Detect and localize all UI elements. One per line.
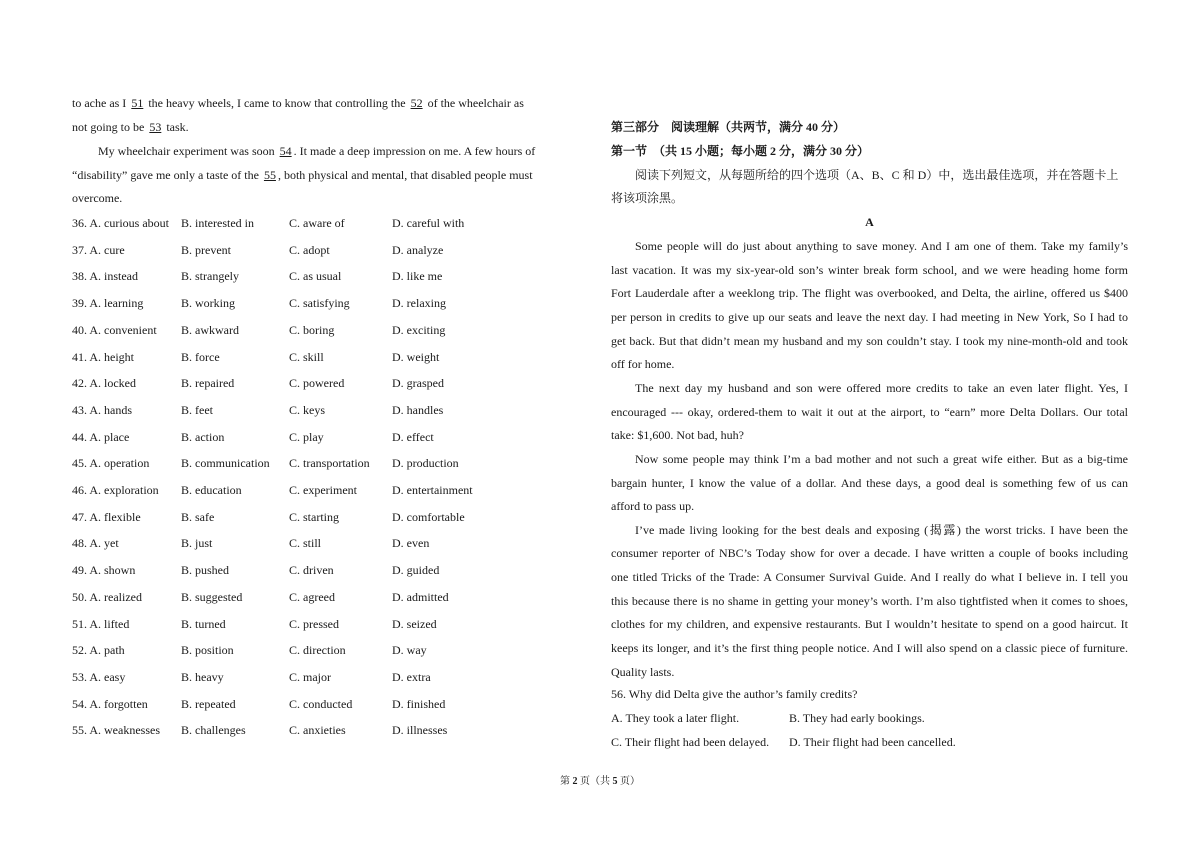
option-c: C. powered — [289, 376, 345, 391]
option-a: 47. A. flexible — [72, 509, 141, 524]
option-d: D. relaxing — [392, 296, 446, 311]
option-c: C. direction — [289, 643, 346, 658]
option-a: 45. A. operation — [72, 456, 150, 471]
passage-line: get back. But that didn’t mean my husband and my son couldn’t stay. I took my nine-month-old and took — [611, 333, 1128, 348]
option-row — [72, 696, 590, 712]
option-row — [72, 349, 590, 365]
option-b: B. strangely — [181, 269, 239, 284]
option-a: 46. A. exploration — [72, 483, 159, 497]
option-row — [72, 616, 590, 632]
option-d: D. handles — [392, 402, 444, 417]
option-row — [72, 215, 590, 231]
instruction-line-1: 阅读下列短文，从每题所给的四个选项（A、B、C 和 D）中，选出最佳选项，并在答题卡上 — [635, 168, 1119, 182]
cloze-line-4: “disability” gave me only a taste of the 55 , both physical and mental, that disabled people must — [72, 168, 533, 182]
blank-51: 51 — [131, 96, 144, 110]
option-row — [72, 669, 590, 685]
option-c: C. skill — [289, 349, 324, 364]
option-row — [72, 429, 590, 445]
option-a: 39. A. learning — [72, 296, 144, 311]
option-a: 52. A. path — [72, 643, 125, 658]
option-c: C. conducted — [289, 696, 353, 711]
option-d: D. seized — [392, 616, 437, 631]
option-d: D. finished — [392, 696, 446, 711]
option-row — [72, 722, 590, 738]
blank-52: 52 — [410, 96, 423, 110]
cloze-line-3: My wheelchair experiment was soon 54 . It made a deep impression on me. A few hours of — [98, 144, 536, 158]
option-d: D. like me — [392, 269, 443, 284]
passage-line: afford to pass up. — [611, 499, 695, 514]
passage-label: A — [865, 215, 874, 229]
page-number: 2 — [572, 776, 578, 787]
option-a: 55. A. weaknesses — [72, 723, 160, 738]
option-b: B. action — [181, 429, 225, 444]
option-d: D. entertainment — [392, 483, 473, 497]
passage-line: Now some people may think I’m a bad mother and not such a great wife either. But as a big-time — [635, 451, 1128, 466]
option-row — [72, 242, 590, 258]
option-a: 43. A. hands — [72, 402, 132, 417]
option-row — [72, 562, 590, 578]
option-d: D. grasped — [392, 376, 444, 391]
option-b: B. heavy — [181, 669, 224, 684]
part-heading: 第三部分 阅读理解（共两节，满分 40 分） — [611, 120, 846, 134]
answer-c: C. Their flight had been delayed. — [611, 735, 770, 749]
cloze-line-5: overcome. — [72, 191, 123, 205]
option-c: C. experiment — [289, 483, 357, 497]
option-c: C. pressed — [289, 616, 339, 631]
option-c: C. adopt — [289, 242, 330, 257]
instruction-line-2: 将该项涂黑。 — [611, 191, 684, 205]
passage-line: bargain hunter, I know the value of a dollar. And these days, a good deal is something few of us can — [611, 475, 1128, 490]
option-a: 36. A. curious about — [72, 216, 169, 230]
option-row — [72, 482, 590, 498]
option-b: B. working — [181, 296, 235, 311]
option-b: B. pushed — [181, 563, 229, 578]
option-b: B. force — [181, 349, 220, 364]
option-b: B. interested in — [181, 216, 254, 230]
option-row — [72, 322, 590, 338]
option-a: 48. A. yet — [72, 536, 119, 551]
passage-line: consumer reporter of NBC’s Today show for over a decade. I have written a couple of books including — [611, 546, 1128, 561]
option-a: 44. A. place — [72, 429, 130, 444]
option-d: D. effect — [392, 429, 434, 444]
option-b: B. repaired — [181, 376, 235, 391]
option-row — [72, 375, 590, 391]
option-b: B. safe — [181, 509, 215, 524]
option-c: C. anxieties — [289, 723, 346, 738]
option-b: B. just — [181, 536, 213, 551]
option-b: B. suggested — [181, 589, 243, 604]
answer-row-1 — [611, 710, 1128, 726]
blank-53: 53 — [149, 120, 162, 134]
option-d: D. extra — [392, 669, 431, 684]
option-row — [72, 509, 590, 525]
answer-a: A. They took a later flight. — [611, 711, 740, 725]
passage-line: encouraged --- okay, ordered-them to wait it out at the airport, to “earn” more Delta Dollars. Our total — [611, 404, 1128, 419]
option-a: 38. A. instead — [72, 269, 138, 284]
option-c: C. transportation — [289, 456, 370, 471]
passage-line: last vacation. It was my six-year-old son’s winter break form school, and we were heading home form — [611, 262, 1128, 277]
option-row — [72, 268, 590, 284]
option-a: 41. A. height — [72, 349, 134, 364]
option-a: 40. A. convenient — [72, 322, 157, 337]
option-row — [72, 589, 590, 605]
passage-line: Fort Lauderdale after a weeklong trip. The flight was overbooked, and Delta, the airline, offered us $400 — [611, 286, 1128, 301]
passage-line: off for home. — [611, 357, 675, 372]
passage-line: The next day my husband and son were offered more credits to take an even later flight. Yes, I — [635, 380, 1128, 395]
option-d: D. weight — [392, 349, 440, 364]
answer-d: D. Their flight had been cancelled. — [789, 735, 956, 749]
option-c: C. keys — [289, 402, 325, 417]
cloze-line-1: to ache as I 51 the heavy wheels, I came to know that controlling the 52 of the wheelchair as — [72, 96, 524, 110]
option-d: D. careful with — [392, 216, 465, 230]
option-c: C. major — [289, 669, 331, 684]
option-row — [72, 535, 590, 551]
option-b: B. challenges — [181, 723, 246, 738]
blank-55: 55 — [263, 168, 276, 182]
total-pages: 5 — [612, 776, 618, 787]
option-d: D. way — [392, 643, 427, 658]
option-c: C. starting — [289, 509, 339, 524]
passage-line: this because there is no shame in getting your money’s worth. I’m also tightfisted when it comes to shoes, — [611, 593, 1128, 608]
option-c: C. agreed — [289, 589, 335, 604]
option-c: C. play — [289, 429, 324, 444]
option-c: C. still — [289, 536, 322, 551]
option-a: 51. A. lifted — [72, 616, 130, 631]
passage-line: one titled Tricks of the Trade: A Consumer Survival Guide. And I really do what I believe in. I tell you — [611, 570, 1128, 585]
option-b: B. turned — [181, 616, 226, 631]
passage-line: Quality lasts. — [611, 664, 675, 679]
question-56: 56. Why did Delta give the author’s family credits? — [611, 687, 858, 701]
cloze-line-2: not going to be 53 task. — [72, 120, 189, 134]
section-heading: 第一节 （共 15 小题；每小题 2 分，满分 30 分） — [611, 144, 870, 158]
option-d: D. admitted — [392, 589, 449, 604]
blank-54: 54 — [279, 144, 292, 158]
option-row — [72, 295, 590, 311]
option-d: D. even — [392, 536, 430, 551]
option-d: D. analyze — [392, 242, 444, 257]
option-d: D. production — [392, 456, 459, 471]
passage-line: Some people will do just about anything to save money. And I am one of them. Take my family’s — [635, 239, 1128, 253]
option-row — [72, 642, 590, 658]
option-c: C. satisfying — [289, 296, 350, 311]
option-a: 42. A. locked — [72, 376, 136, 391]
option-b: B. education — [181, 483, 242, 497]
option-c: C. aware of — [289, 216, 345, 230]
answer-b: B. They had early bookings. — [789, 711, 925, 725]
option-a: 37. A. cure — [72, 242, 125, 257]
passage-line: I’ve made living looking for the best deals and exposing (揭露) the worst tricks. I have been the — [635, 522, 1128, 537]
option-d: D. comfortable — [392, 509, 465, 524]
option-row — [72, 455, 590, 471]
option-row — [72, 402, 590, 418]
option-c: C. driven — [289, 563, 334, 578]
passage-line: take: $1,600. Not bad, huh? — [611, 428, 744, 443]
passage-line: keeps its longer, and it’s the first thing people notice. And I will also spend on a classic piece of furniture. — [611, 641, 1128, 656]
page-footer: 第 2 页（共 5 页） — [560, 776, 640, 787]
option-c: C. boring — [289, 322, 335, 337]
answer-row-2 — [611, 734, 1128, 750]
option-b: B. repeated — [181, 696, 236, 711]
option-a: 49. A. shown — [72, 563, 136, 578]
option-b: B. feet — [181, 402, 213, 417]
option-d: D. illnesses — [392, 723, 448, 738]
option-a: 53. A. easy — [72, 669, 126, 684]
option-c: C. as usual — [289, 269, 342, 284]
passage-line: clothes for my children, and expensive restaurants. But I wouldn’t hesitate to spend on a good haircut. It — [611, 617, 1128, 632]
option-b: B. prevent — [181, 242, 231, 257]
option-d: D. guided — [392, 563, 440, 578]
option-d: D. exciting — [392, 322, 446, 337]
option-a: 50. A. realized — [72, 589, 142, 604]
passage-line: per person in credits to give up our seats and leave the next day. I had meeting in New York, So I had to — [611, 309, 1128, 324]
option-a: 54. A. forgotten — [72, 696, 148, 711]
option-b: B. position — [181, 643, 234, 658]
option-b: B. communication — [181, 456, 270, 471]
option-b: B. awkward — [181, 322, 239, 337]
